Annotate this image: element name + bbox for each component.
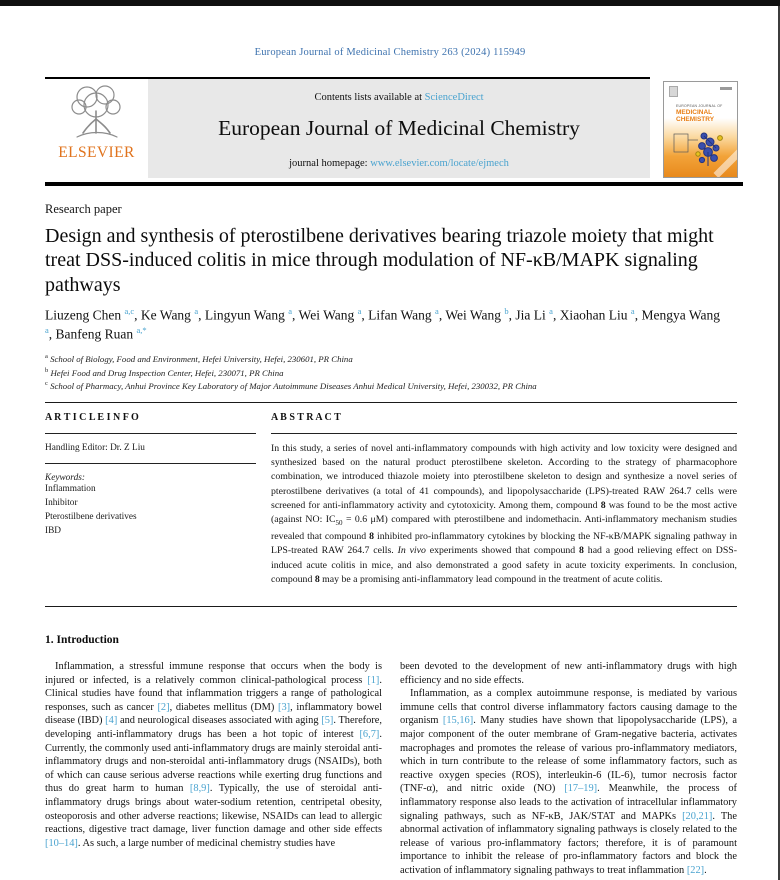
abstract-text — [271, 442, 737, 587]
text-segment: Inflammation, a stressful immune response that occurs when the body is injured or infected, is a relatively common clinical-pathological process — [45, 661, 382, 686]
author-affiliation-sup[interactable]: b — [504, 306, 509, 316]
journal-citation-header[interactable]: European Journal of Medicinal Chemistry 263 (2024) 115949 — [254, 47, 526, 58]
keyword-item: Pterostilbene derivatives — [45, 511, 137, 522]
text-segment: and neurological diseases associated with aging — [117, 715, 322, 727]
text-segment: 8 — [579, 545, 584, 557]
text-segment: In vivo — [397, 545, 426, 557]
text-segment: , diabetes mellitus (DM) — [169, 701, 278, 713]
text-segment: was found to be the most active (against NO: IC — [271, 499, 737, 526]
handling-editor: Handling Editor: Dr. Z Liu — [45, 443, 145, 453]
homepage-line — [148, 158, 650, 169]
citation-link[interactable]: [3] — [277, 701, 291, 713]
author-affiliation-sup[interactable]: a — [549, 306, 553, 316]
body-column-left — [45, 660, 382, 878]
author-affiliation-sup[interactable]: a — [630, 306, 635, 316]
keyword-item: IBD — [45, 525, 62, 536]
elsevier-wordmark: ELSEVIER — [58, 144, 135, 161]
text-segment: = 0.6 μM) compared with pterostilbene and indomethacin. Anti-inflammatory mechanism studies revealed that compound — [271, 514, 737, 543]
author-name: Ke Wang — [140, 307, 195, 323]
text-segment: Inflammation, as a complex autoimmune response, is mediated by various immune cells that control diverse inflammatory factors causing damage to the organism — [400, 688, 737, 727]
text-segment: been devoted to the development of new anti-inflammatory drugs with high efficiency and no side effects. — [400, 661, 737, 686]
citation-link[interactable]: [17–19] — [564, 783, 598, 795]
article-info-column — [45, 412, 256, 539]
text-segment: 50 — [335, 518, 343, 527]
intro-paragraph-1-continued — [400, 660, 737, 687]
intro-paragraph-1 — [45, 660, 382, 850]
citation-link[interactable]: [22] — [686, 864, 705, 876]
info-divider-1 — [45, 433, 256, 434]
text-segment: . The abnormal activation of inflammatory signaling pathways is closely related to the release of various pro-inflammatory factors; therefore, it is of paramount importance to inhibit the release of pro-inflammatory factors and block the activation of inflammatory signaling pathways to treat inflammation — [400, 810, 737, 876]
citation-link[interactable]: [2] — [157, 701, 170, 713]
info-divider-2 — [45, 463, 256, 464]
author-affiliation-sup[interactable]: a,c — [124, 306, 135, 316]
citation-link[interactable]: [15,16] — [442, 715, 474, 727]
text-segment: . Currently, the commonly used anti-inflammatory drugs are mainly steroidal anti-inflammatory drugs and non-steroidal anti-inflammatory drugs (NSAIDs), both of which can cause serious adverse reactions while exerting drug functions and thus do great harm to human — [45, 728, 382, 795]
affiliation-row: $^b$ Hefei Food and Drug Inspection Center, Hefei, 230071, PR China — [45, 366, 284, 378]
masthead-bottom-rule — [45, 182, 743, 186]
citation-link[interactable]: [5] — [321, 715, 334, 727]
author-affiliation-sup[interactable]: a — [357, 306, 362, 316]
body-columns — [45, 660, 737, 878]
author-affiliation-sup[interactable]: a — [288, 306, 293, 316]
author-name: Jia Li — [515, 307, 550, 323]
article-info-heading: A R T I C L E I N F O — [45, 412, 139, 423]
elsevier-logo[interactable] — [45, 79, 148, 178]
keyword-list — [45, 483, 256, 539]
cover-journal-line2: MEDICINAL — [676, 109, 713, 116]
cover-publisher-mark — [669, 86, 678, 97]
citation-link[interactable]: [20,21] — [682, 810, 713, 822]
cover-journal-line1: EUROPEAN JOURNAL OF — [676, 104, 723, 108]
author-name: Lingyun Wang — [204, 307, 289, 323]
author-affiliation-sup[interactable]: a — [45, 324, 49, 335]
contents-line — [148, 92, 650, 103]
text-segment: . Typically, the use of steroidal anti-inflammatory drugs brings about water-sodium retention, centripetal obesity, osteoporosis and other adverse reactions; likewise, NSAIDs can lead to allergic reactions, digestive tract damage, liver function damage and other side effects — [45, 783, 383, 836]
text-segment: . Clinical studies have found that inflammation triggers a range of pathological responses, such as cancer — [45, 674, 382, 713]
article-type-label: Research paper — [45, 202, 122, 216]
text-segment: 8 — [369, 531, 375, 543]
text-segment: 8 — [600, 499, 606, 511]
text-segment: had a good relieving effect on DSS-induced acute colitis in mice, and also demonstrated a good safety in acute toxicity experiments. In conclusion, compound — [271, 545, 737, 585]
text-segment: 8 — [314, 573, 320, 585]
abstract-divider — [271, 433, 737, 434]
keywords-label: Keywords: — [45, 473, 85, 483]
author-name: Mengya Wang — [641, 307, 720, 323]
abstract-bottom-rule — [45, 606, 737, 607]
journal-cover-thumbnail[interactable] — [663, 81, 738, 178]
sciencedirect-link[interactable]: ScienceDirect — [424, 92, 484, 103]
homepage-prefix: journal homepage: — [289, 158, 371, 169]
paper-title: Design and synthesis of pterostilbene derivatives bearing triazole moiety that might treat DSS-induced colitis in mice through modulation of NF-κB/MAPK signaling pathways — [45, 225, 714, 296]
elsevier-tree-icon — [65, 81, 129, 147]
journal-title: European Journal of Medicinal Chemistry — [218, 116, 580, 140]
citation-link[interactable]: [8,9] — [189, 783, 210, 795]
author-name: Xiaohan Liu — [559, 307, 631, 323]
affiliation-sup: c — [45, 380, 48, 388]
intro-paragraph-2 — [400, 687, 737, 877]
author-name: Wei Wang — [445, 307, 505, 323]
author-affiliation-sup[interactable]: a — [435, 306, 439, 316]
citation-link[interactable]: [4] — [105, 715, 118, 727]
citation-link[interactable]: [1] — [367, 674, 380, 686]
text-segment: . Therefore, developing anti-inflammatory drugs has been a hot topic of interest — [45, 715, 383, 740]
text-segment: , inflammatory bowel disease (IBD) — [45, 701, 382, 727]
text-segment: In this study, a series of novel anti-inflammatory compounds with high activity and low toxicity were designed and synthesized based on the natural product pterostilbene skeleton. According to the strategy of pharmacophore combination, we introduced thiazole moiety into pterostilbene skeleton to design and synthesize a novel series of pterostilbene derivatives (a total of 41 compounds), and lipopolysaccharide (LPS)-treated RAW 264.7 cells were screened for anti-inflammatory activity and cytotoxicity. Among them, compound — [271, 443, 737, 511]
author-name: Lifan Wang — [368, 307, 436, 323]
text-segment: may be a promising anti-inflammatory lead compound in the treatment of acute colitis. — [319, 573, 663, 585]
masthead-band — [148, 79, 650, 178]
text-segment: . Meanwhile, the process of inflammatory response also leads to the activation of intracellular inflammatory signaling pathways, such as NF-κB, JAK/STAT and MAPKs — [400, 783, 738, 822]
keyword-item: Inflammation — [45, 484, 96, 494]
text-segment: . As such, a large number of medicinal chemistry studies have — [77, 837, 336, 849]
contents-prefix: Contents lists available at — [314, 92, 425, 103]
affiliation-list — [45, 352, 721, 393]
author-name: Liuzeng Chen — [45, 307, 125, 323]
cover-journal-line3: CHEMISTRY — [676, 116, 715, 123]
author-name: Wei Wang — [298, 307, 358, 323]
body-column-right — [400, 660, 737, 878]
text-segment: . — [704, 864, 707, 876]
affiliation-sup: a — [45, 353, 48, 360]
abstract-column — [271, 412, 737, 587]
affiliation-sup: b — [45, 366, 49, 374]
affiliation-row: $^c$ School of Pharmacy, Anhui Province Key Laboratory of Major Autoimmune Diseases Anhui Medical University, Hefei, 230032, PR China — [45, 380, 537, 392]
homepage-url-link[interactable]: www.elsevier.com/locate/ejmech — [370, 158, 509, 169]
info-top-rule — [45, 402, 737, 403]
text-segment: inhibited pro-inflammatory cytokines by blocking the NF-κB/MAPK signaling pathway in LPS-treated RAW 264.7 cells. — [271, 531, 737, 557]
affiliation-row: $^a$ School of Biology, Food and Environment, Hefei University, Hefei, 230601, PR China — [45, 353, 353, 364]
author-list: Liuzeng Chen $^{a,c}$, Ke Wang $^a$, Lingyun Wang $^a$, Wei Wang $^a$, Lifan Wang $^a$, Wei Wang $^b$, Jia Li $^a$, Xiaohan Liu $^a$, Mengya Wang $^a$, Banfeng Ruan $^{a,*}$ — [45, 306, 720, 342]
cover-issue-mark — [720, 87, 732, 90]
text-segment: . Many studies have shown that lipopolysaccharide (LPS), a major component of the outer membrane of Gram-negative bacteria, activates macrophages and promotes the release of various pro-inflammatory mediators, which in turn contribute to the release of some inflammatory factors, such as reactive oxygen species (ROS), interleukin-6 (IL-6), tumor necrosis factor (TNF-α), and nitric oxide (NO) — [400, 715, 737, 795]
citation-link[interactable]: [10–14] — [45, 837, 78, 849]
text-segment: experiments showed that compound — [425, 545, 580, 557]
section-heading-introduction: 1. Introduction — [45, 634, 119, 646]
abstract-heading: A B S T R A C T — [271, 412, 341, 423]
author-name: Banfeng Ruan — [55, 326, 137, 342]
keyword-item: Inhibitor — [45, 497, 78, 508]
citation-link[interactable]: [6,7] — [359, 728, 380, 740]
author-affiliation-sup[interactable]: a,* — [136, 324, 147, 335]
author-affiliation-sup[interactable]: a — [194, 306, 199, 316]
